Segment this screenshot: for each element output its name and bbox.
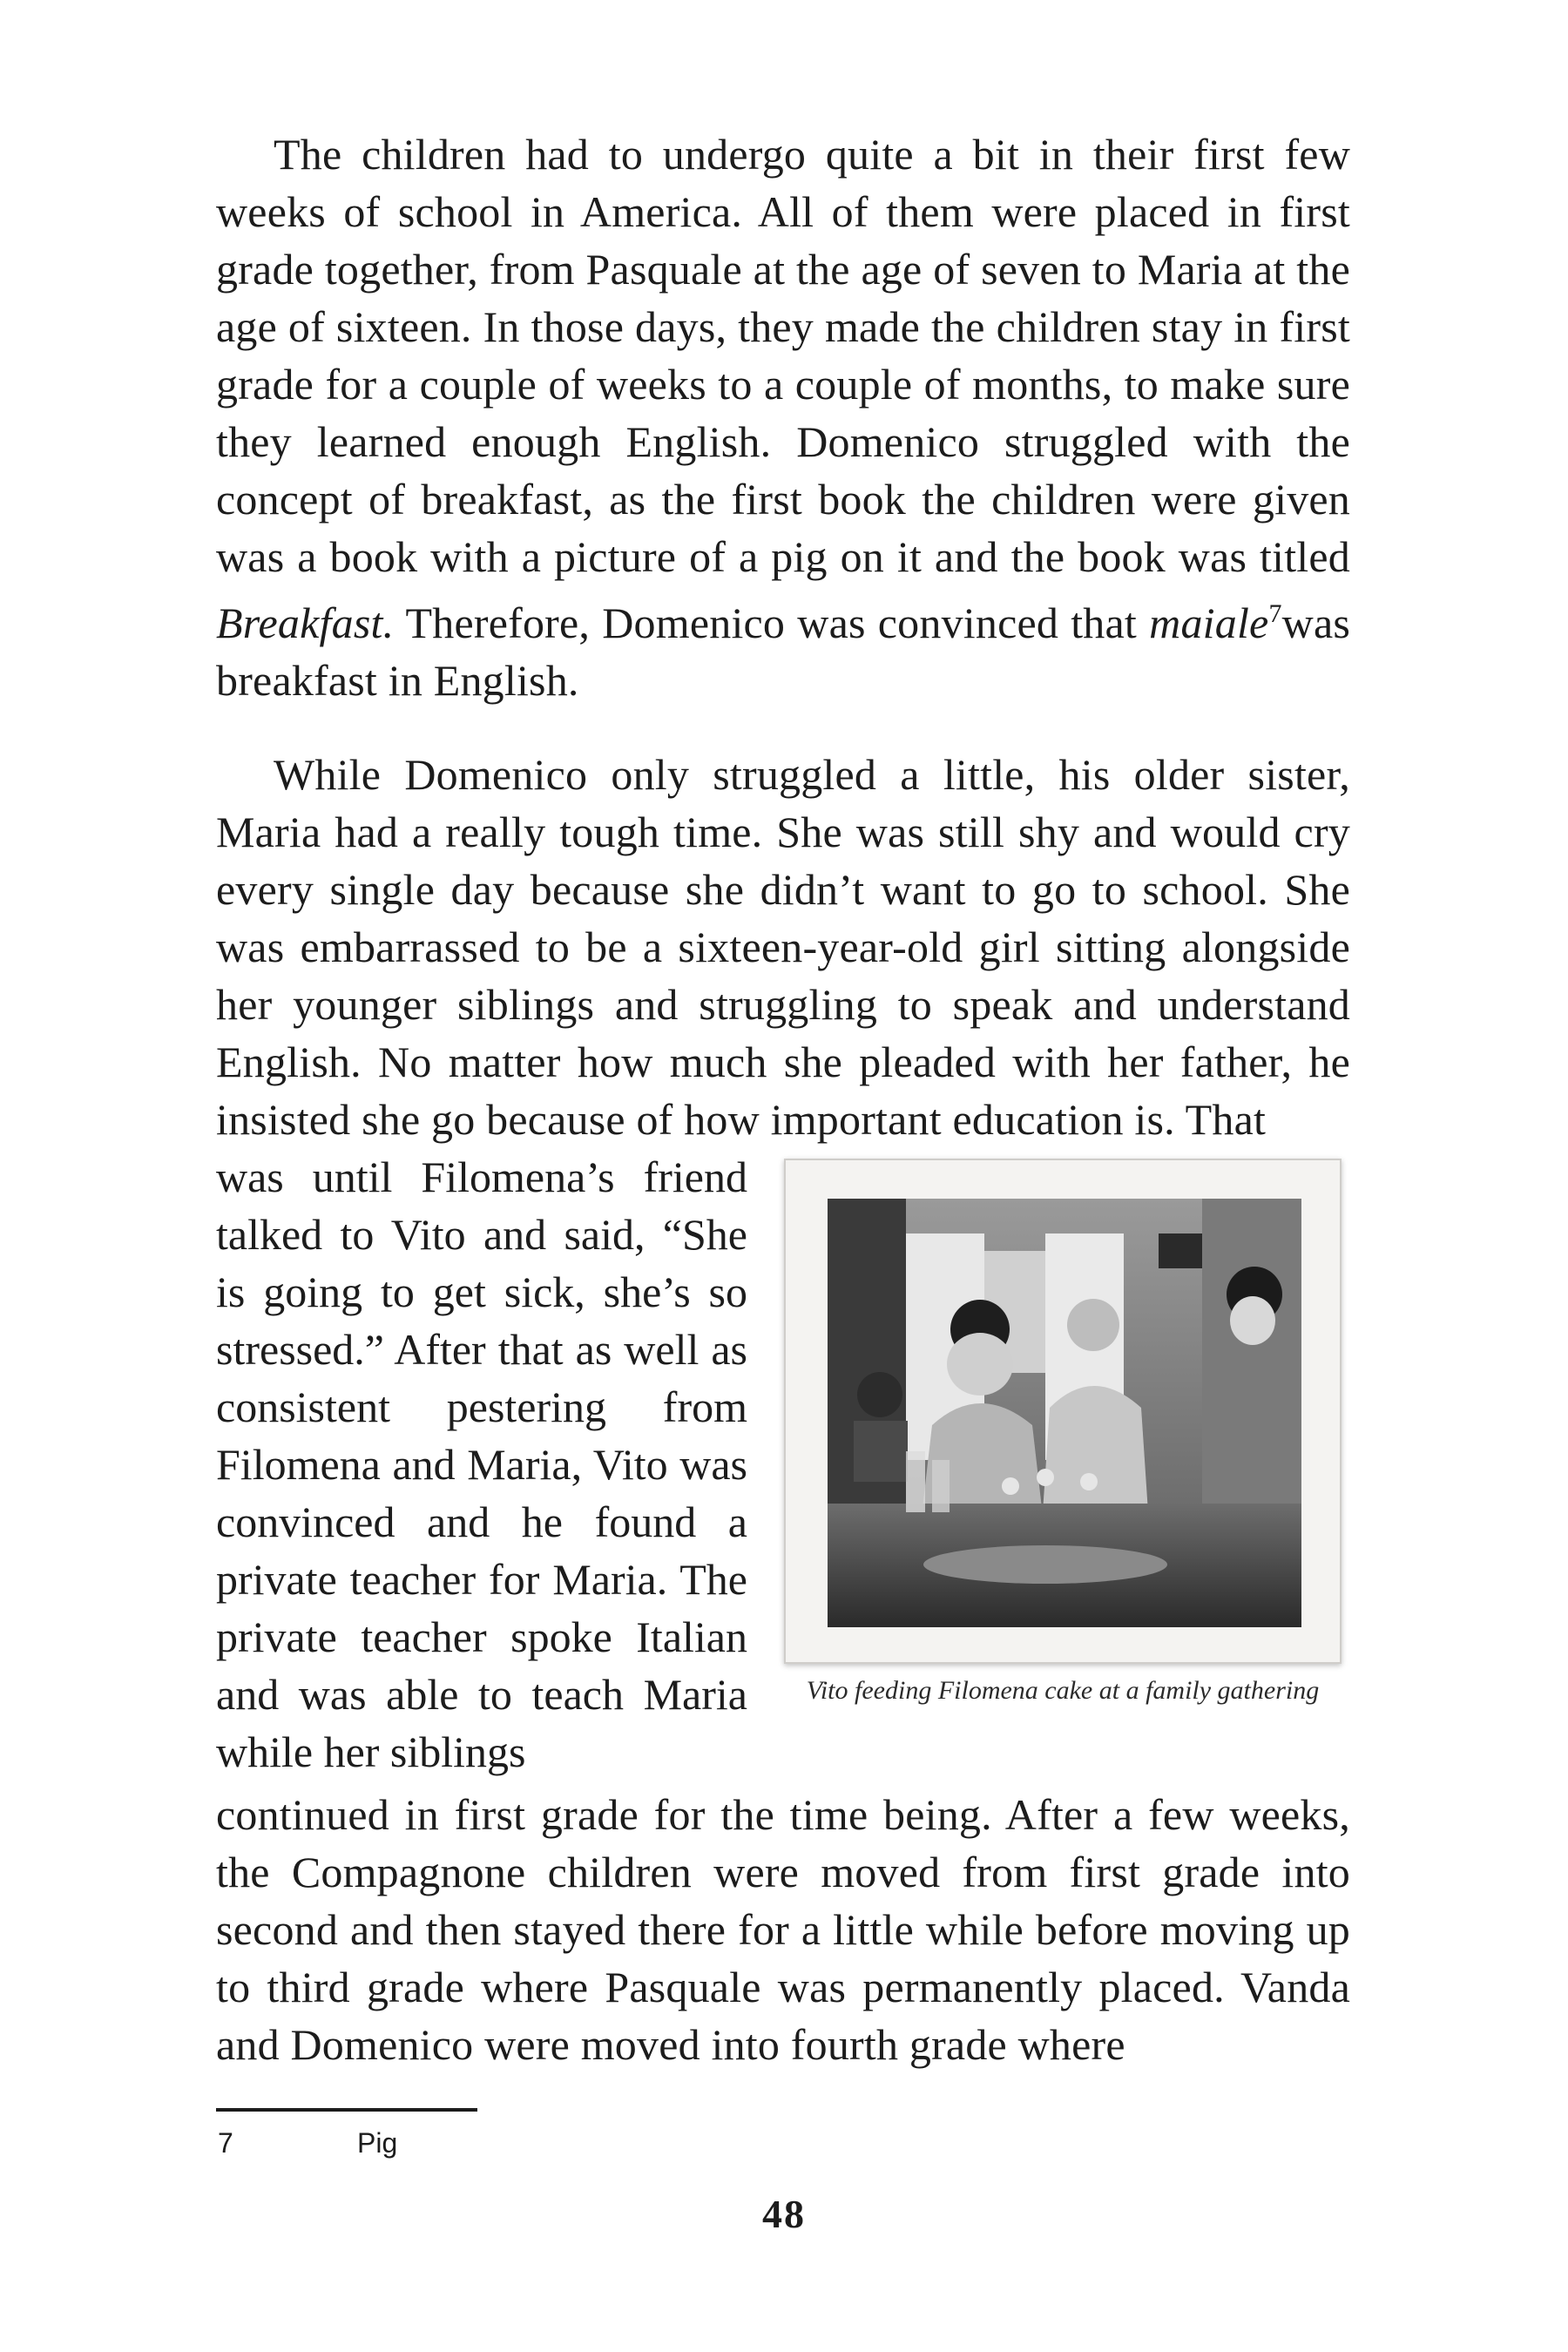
paragraph-2-wrapped-text: was until Filomena’s friend talked to Vito and said, “She is going to get sick, she’s so stressed.” After that as well as consistent pestering from Filomena and Maria, Vito was convinced and he found a private teacher for Maria. The private teacher spoke Italian and was able to teach Maria while her siblings: [216, 1152, 747, 1776]
paragraph-2-text: While Domenico only struggled a little, his older sister, Maria had a really tough time. She was still shy and would cry every single day because she didn’t want to go to school. She was embarrassed to be a sixteen-year-old girl sitting alongside her younger siblings and struggling to speak and understand English. No matter how much she pleaded with her father, he insisted she go because of how important education is. That: [216, 750, 1350, 1144]
paragraph-2-continued: [216, 1786, 1350, 2073]
footnote: [218, 2124, 397, 2162]
photo-figure: [784, 1159, 1342, 1706]
footnote-text: Pig: [357, 2127, 398, 2159]
footnote-reference: 7: [1268, 599, 1282, 628]
book-title-breakfast: Breakfast.: [216, 598, 395, 647]
footnote-divider: [216, 2108, 477, 2112]
paragraph-1-text-a: The children had to undergo quite a bit in their first few weeks of school in America. All of them were placed in first grade together, from Pasquale at the age of seven to Maria at the age of sixteen. In those days, they made the children stay in first grade for a couple of weeks to a couple of months, to make sure they learned enough English. Domenico struggled with the concept of breakfast, as the first book the children were given was a book with a picture of a pig on it and the book was titled: [216, 130, 1350, 581]
paragraph-2-wrapped: [216, 1148, 747, 1781]
photo-frame: [784, 1159, 1342, 1664]
footnote-number: 7: [218, 2127, 233, 2159]
page-number: 48: [762, 2192, 806, 2236]
paragraph-1-text-c: was breakfast in English.: [216, 598, 1350, 705]
paragraph-2: [216, 746, 1350, 1148]
photo-caption: Vito feeding Filomena cake at a family gathering: [806, 1676, 1320, 1705]
family-gathering-photo: [828, 1199, 1301, 1627]
italian-word-maiale: maiale: [1149, 598, 1269, 647]
paragraph-2-continued-text: continued in first grade for the time being. After a few weeks, the Compagnone children were moved from first grade into second and then stayed there for a little while before moving up to third grade where Pasquale was permanently placed. Vanda and Domenico were moved into fourth grade where: [216, 1790, 1350, 2069]
paragraph-1: [216, 125, 1350, 709]
paragraph-1-text-b: Therefore, Domenico was convinced that: [394, 598, 1150, 647]
